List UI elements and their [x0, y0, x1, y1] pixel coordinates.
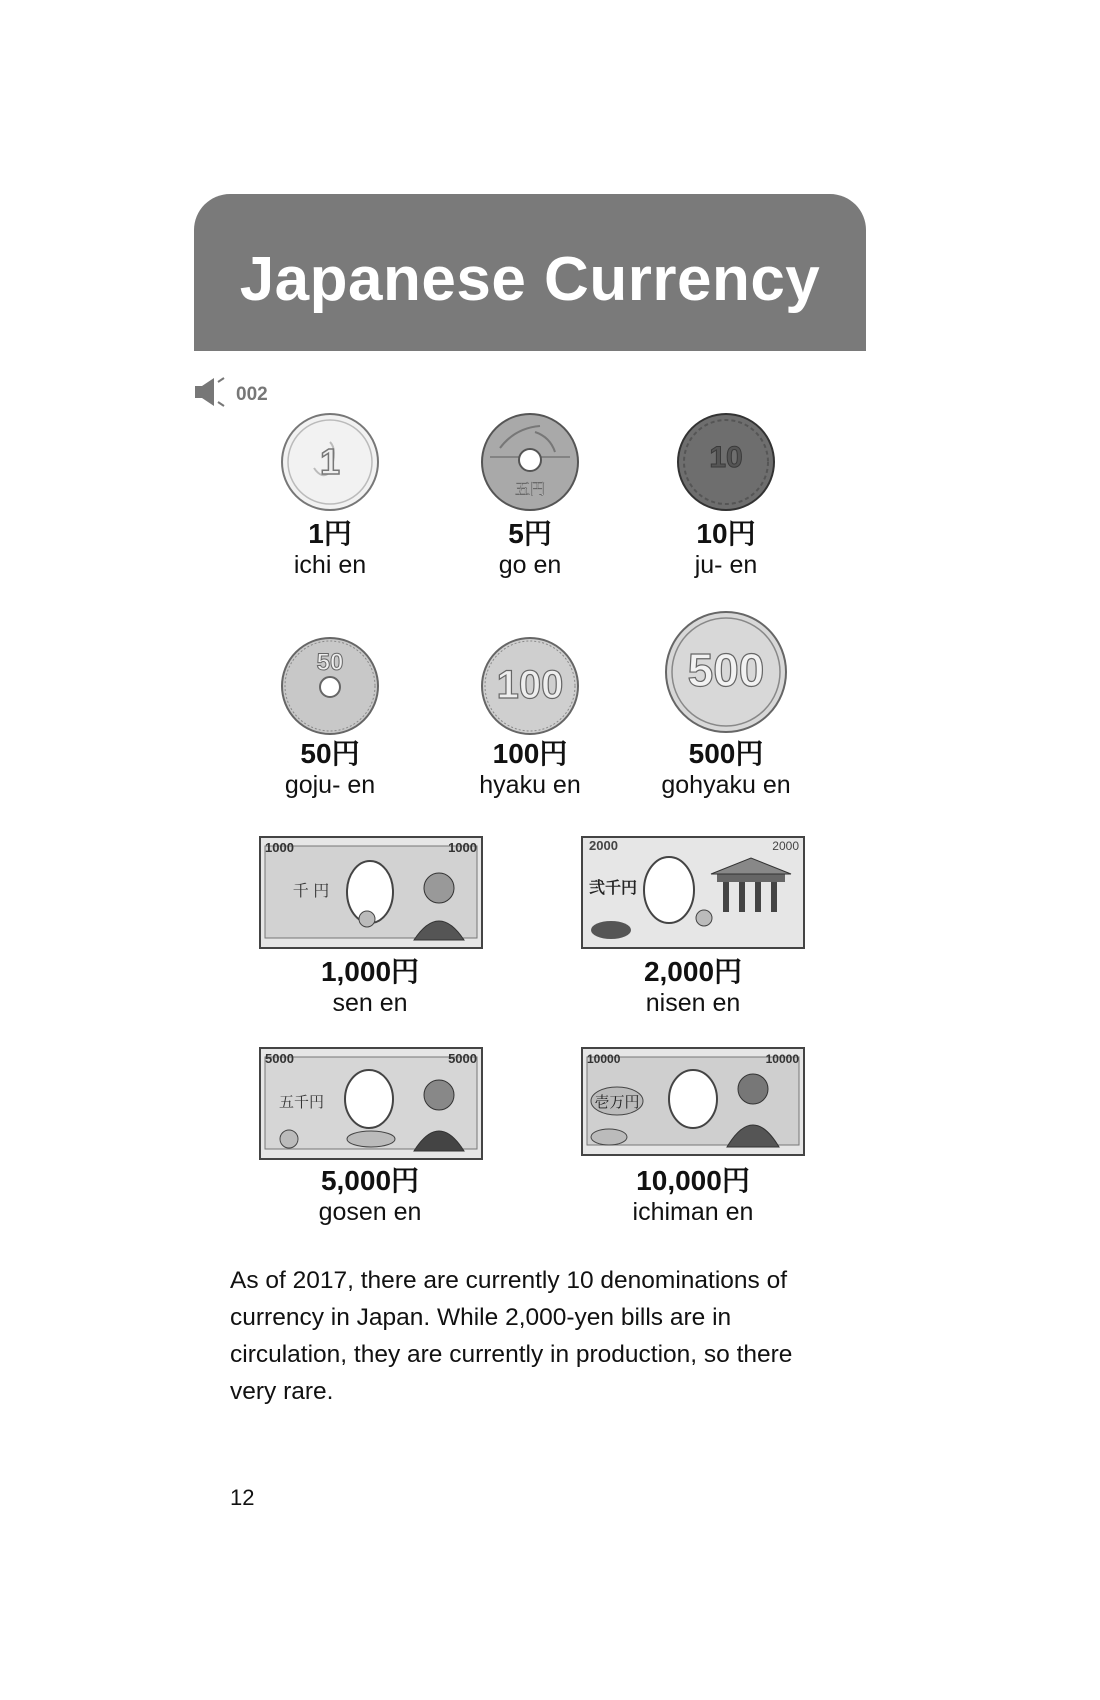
fifty-yen-coin-image [280, 636, 380, 736]
denomination-romaji: sen en [332, 989, 408, 1017]
bill-label [280, 956, 460, 1018]
title-banner [194, 194, 866, 351]
audio-track-number: 002 [236, 384, 268, 405]
denomination-amount: 5,000円 [320, 1165, 420, 1196]
denomination-romaji: goju- en [284, 771, 376, 799]
denomination-amount: 10円 [696, 518, 756, 549]
svg-text:1000: 1000 [265, 840, 294, 855]
svg-text:10000: 10000 [765, 1052, 799, 1066]
five-yen-coin-image [480, 412, 580, 512]
bill-label [603, 956, 783, 1018]
coin-label [440, 518, 620, 580]
denomination-romaji: ichiman en [632, 1198, 754, 1226]
svg-text:500: 500 [687, 644, 765, 696]
svg-text:弐千円: 弐千円 [589, 880, 638, 897]
denomination-romaji: gosen en [318, 1198, 422, 1226]
svg-text:五千円: 五千円 [279, 1094, 325, 1111]
svg-text:1000: 1000 [448, 840, 477, 855]
five-thousand-yen-bill-image [259, 1047, 483, 1160]
denomination-romaji: gohyaku en [661, 771, 791, 799]
denomination-romaji: go en [498, 551, 562, 579]
denomination-romaji: ichi en [293, 551, 367, 579]
denomination-amount: 50円 [300, 738, 360, 769]
denomination-amount: 10,000円 [636, 1165, 750, 1196]
speaker-icon [194, 375, 236, 415]
denomination-amount: 1円 [308, 518, 352, 549]
denomination-amount: 5円 [508, 518, 552, 549]
svg-text:千 円: 千 円 [292, 883, 330, 900]
hundred-yen-coin-image [480, 636, 580, 736]
five-hundred-yen-coin-image [664, 610, 788, 734]
svg-text:100: 100 [496, 663, 564, 707]
two-thousand-yen-bill-image [581, 836, 805, 949]
denomination-romaji: hyaku en [479, 771, 581, 799]
denomination-amount: 100円 [492, 738, 568, 769]
denomination-amount: 2,000円 [643, 956, 743, 987]
page-title: Japanese Currency [239, 245, 821, 314]
denomination-amount: 1,000円 [320, 956, 420, 987]
coin-label [440, 738, 620, 800]
svg-text:10000: 10000 [587, 1052, 621, 1066]
bill-label [280, 1165, 460, 1227]
ten-yen-coin-image [676, 412, 776, 512]
description-paragraph: As of 2017, there are currently 10 denominations of currency in Japan. While 2,000-yen bills are in circulation, they are currently in production, so there very rare. [230, 1267, 793, 1405]
audio-track-button[interactable] [194, 375, 268, 415]
svg-text:10: 10 [709, 441, 743, 474]
one-yen-coin-image [280, 412, 380, 512]
page-number: 12 [230, 1485, 255, 1510]
svg-text:50: 50 [316, 649, 344, 676]
denomination-romaji: nisen en [645, 989, 741, 1017]
svg-text:壱万円: 壱万円 [594, 1094, 640, 1111]
coin-label [240, 738, 420, 800]
coin-label [636, 738, 816, 800]
svg-text:2000: 2000 [772, 839, 799, 853]
svg-text:1: 1 [319, 441, 341, 482]
coin-label [636, 518, 816, 580]
svg-text:五円: 五円 [514, 481, 546, 498]
bill-label [603, 1165, 783, 1227]
coin-label [240, 518, 420, 580]
svg-text:5000: 5000 [265, 1051, 294, 1066]
thousand-yen-bill-image [259, 836, 483, 949]
denomination-amount: 500円 [688, 738, 764, 769]
svg-text:2000: 2000 [589, 838, 618, 853]
svg-text:5000: 5000 [448, 1051, 477, 1066]
ten-thousand-yen-bill-image [581, 1047, 805, 1156]
denomination-romaji: ju- en [694, 551, 758, 579]
